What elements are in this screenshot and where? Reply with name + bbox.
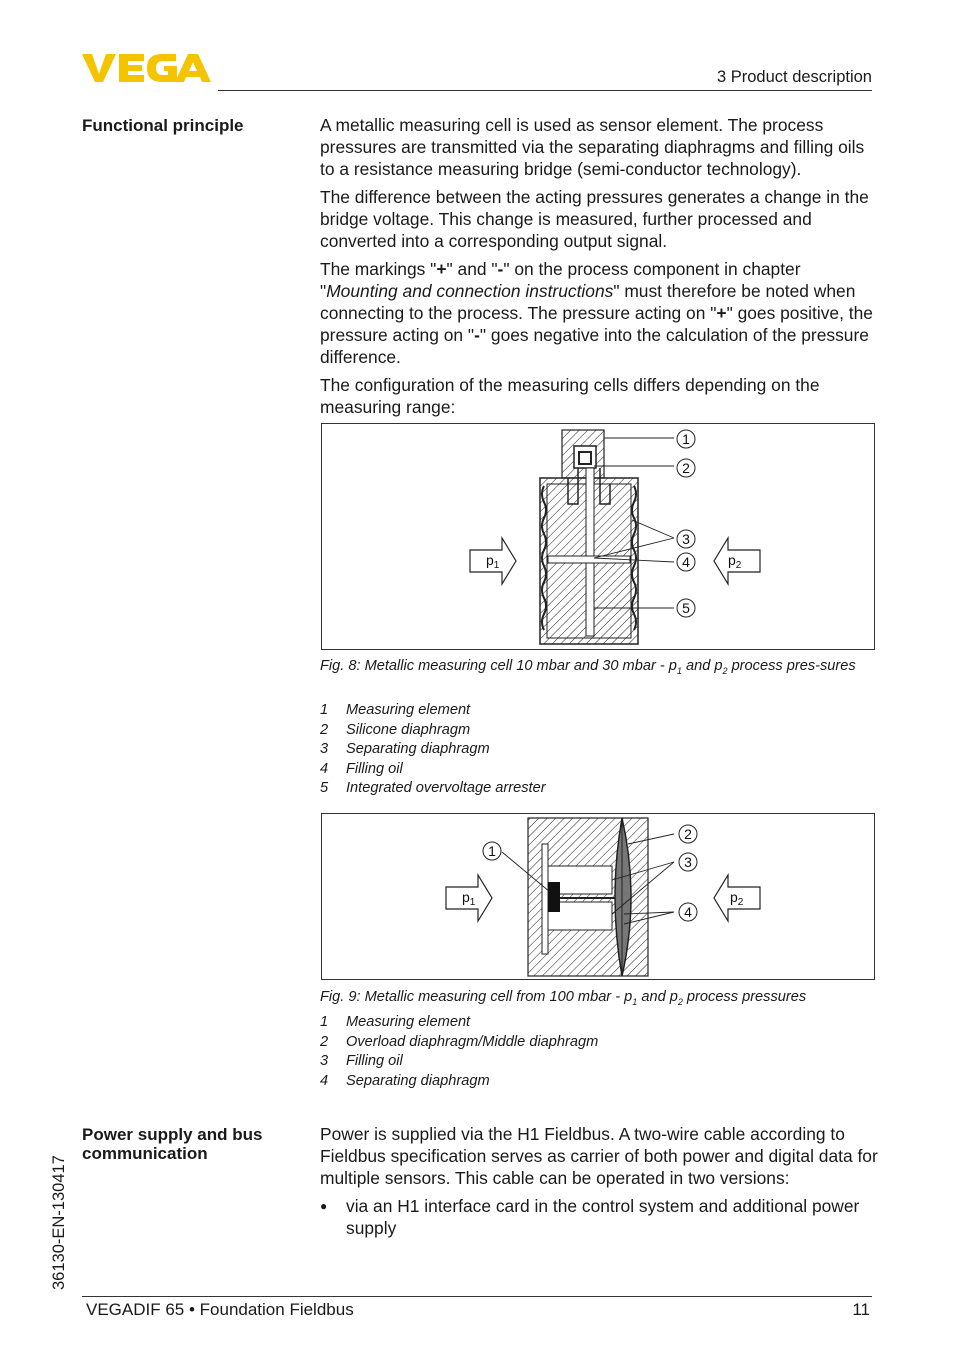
bullet-item: ● via an H1 interface card in the control system and additional power supply: [320, 1196, 860, 1238]
fig8-p2-label: $p_2$: [728, 552, 742, 571]
document-code: 36130-EN-130417: [50, 1155, 68, 1290]
figure-8-drawing: [322, 424, 874, 649]
power-supply-body: [320, 1123, 880, 1239]
figure-9-drawing: [322, 814, 874, 979]
paragraph: The configuration of the measuring cells differs depending on the measuring range:: [320, 375, 820, 417]
legend-row: 2 Overload diaphragm/Middle diaphragm: [320, 1033, 599, 1050]
functional-principle-body: [320, 114, 880, 424]
paragraph: The difference between the acting pressures generates a change in the bridge voltage. This change is measured, further processed and converted into a corresponding output signal.: [320, 187, 869, 251]
legend-row: 2 Silicone diaphragm: [320, 721, 471, 738]
legend-row: 1 Measuring element: [320, 1014, 471, 1030]
page-number: 11: [852, 1300, 870, 1319]
figure-8: [321, 423, 875, 650]
footer-product: VEGADIF 65 • Foundation Fieldbus: [86, 1300, 354, 1319]
legend-row: 1 Measuring element: [320, 702, 471, 718]
fig9-callout-1: 1: [488, 843, 496, 859]
fig9-callout-2: 2: [684, 826, 692, 842]
footer-rule: [82, 1296, 872, 1297]
fig8-callout-3: 3: [682, 531, 690, 547]
fig8-callout-1: 1: [682, 431, 690, 447]
fig9-callout-3: 3: [684, 854, 692, 870]
fig9-p2-label: $p_2$: [730, 889, 744, 908]
paragraph: Power is supplied via the H1 Fieldbus. A two-wire cable according to Fieldbus specification serves as carrier of both power and digital data for multiple sensors. This cable can be operated in two versions:: [320, 1124, 878, 1188]
fig8-callout-5: 5: [682, 600, 690, 616]
fig9-callout-4: 4: [684, 904, 692, 920]
legend-row: 4 Filling oil: [320, 760, 403, 777]
vega-logo: [82, 52, 212, 84]
functional-principle-heading: Functional principle: [82, 116, 244, 135]
legend-row: 4 Separating diaphragm: [320, 1072, 490, 1089]
fig8-callout-4: 4: [682, 554, 690, 570]
power-supply-heading: Power supply and bus communication: [82, 1125, 263, 1163]
fig9-p1-label: $p_1$: [462, 889, 476, 908]
header-section-title: 3 Product description: [716, 68, 872, 86]
fig8-p1-label: $p_1$: [486, 552, 500, 571]
figure-9-legend: [320, 1013, 598, 1091]
header-rule: [218, 90, 872, 91]
paragraph-markings: The markings "+" and "-" on the process component in chapter "Mounting and connection instructions" must therefore be noted when connecting to the process. The pressure acting on "+" goes positive, the pressure acting on "-" goes negative into the calculation of the pressure difference.: [320, 259, 873, 367]
bullet-icon: ●: [320, 1199, 328, 1213]
figure-9-caption: Fig. 9: Metallic measuring cell from 100 mbar - $p_1$ and $p_2$ process pressures: [320, 989, 807, 1007]
figure-8-legend: [320, 701, 546, 799]
legend-row: 3 Separating diaphragm: [320, 741, 490, 757]
figure-8-caption: Fig. 8: Metallic measuring cell 10 mbar and 30 mbar - $p_1$ and $p_2$ process pres-sures: [320, 658, 856, 676]
legend-row: 3 Filling oil: [320, 1053, 403, 1069]
fig8-callout-2: 2: [682, 460, 690, 476]
figure-9: [321, 813, 875, 980]
paragraph: A metallic measuring cell is used as sensor element. The process pressures are transmitted via the separating diaphragms and filling oils to a resistance measuring bridge (semi-conductor technology).: [320, 115, 865, 179]
legend-row: 5 Integrated overvoltage arrester: [320, 780, 546, 796]
